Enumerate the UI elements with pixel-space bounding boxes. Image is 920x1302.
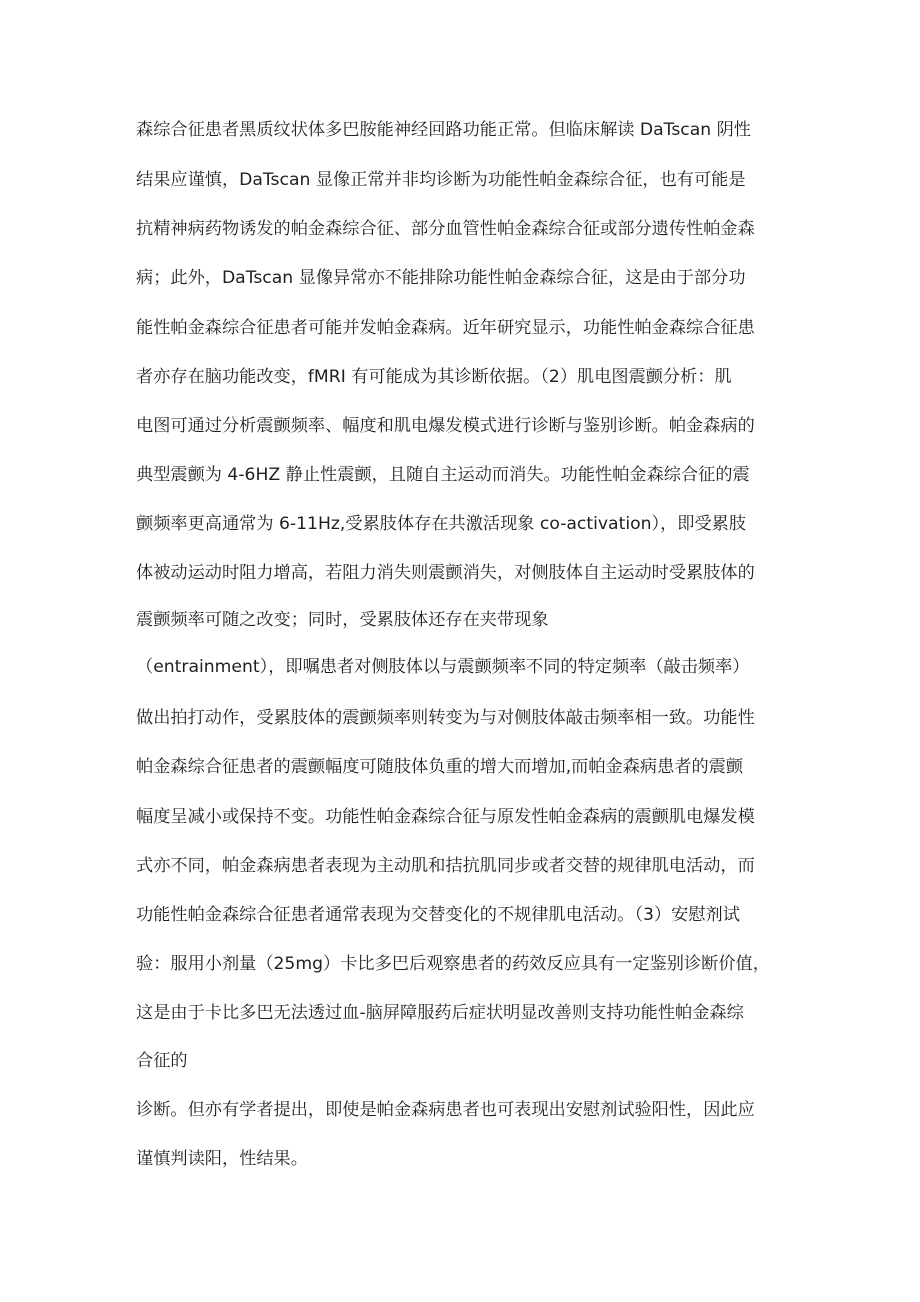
text-line: 帕金森综合征患者的震颤幅度可随肢体负重的增大而增加,而帕金森病患者的震颤: [136, 757, 744, 777]
text-line: 典型震颤为 4-6HZ 静止性震颤，且随自主运动而消失。功能性帕金森综合征的震: [136, 465, 750, 485]
text-line: 诊断。但亦有学者提出，即使是帕金森病患者也可表现出安慰剂试验阳性，因此应: [136, 1100, 755, 1120]
text-line: 验：服用小剂量（25mg）卡比多巴后观察患者的药效反应具有一定鉴别诊断价值，: [136, 954, 770, 974]
text-line: 病；此外，DaTscan 显像异常亦不能排除功能性帕金森综合征，这是由于部分功: [136, 268, 746, 288]
text-line: 者亦存在脑功能改变，fMRI 有可能成为其诊断依据。（2）肌电图震颤分析：肌: [136, 367, 732, 387]
text-line: （entrainment），即嘱患者对侧肢体以与震颤频率不同的特定频率（敲击频率）: [136, 657, 750, 677]
text-line: 震颤频率可随之改变；同时，受累肢体还存在夹带现象: [136, 610, 549, 630]
text-line: 幅度呈减小或保持不变。功能性帕金森综合征与原发性帕金森病的震颤肌电爆发模: [136, 807, 755, 827]
text-line: 抗精神病药物诱发的帕金森综合征、部分血管性帕金森综合征或部分遗传性帕金森: [136, 219, 755, 239]
text-line: 合征的: [136, 1051, 188, 1071]
text-line: 能性帕金森综合征患者可能并发帕金森病。近年研究显示，功能性帕金森综合征患: [136, 318, 755, 338]
text-line: 做出拍打动作，受累肢体的震颤频率则转变为与对侧肢体敲击频率相一致。功能性: [136, 708, 755, 728]
text-line: 体被动运动时阻力增高，若阻力消失则震颤消失，对侧肢体自主运动时受累肢体的: [136, 563, 755, 583]
text-line: 结果应谨慎，DaTscan 显像正常并非均诊断为功能性帕金森综合征，也有可能是: [136, 170, 746, 190]
text-line: 式亦不同，帕金森病患者表现为主动肌和拮抗肌同步或者交替的规律肌电活动，而: [136, 856, 755, 876]
text-line: 谨慎判读阳，性结果。: [136, 1149, 308, 1169]
text-line: 功能性帕金森综合征患者通常表现为交替变化的不规律肌电活动。（3）安慰剂试: [136, 905, 740, 925]
text-line: 电图可通过分析震颤频率、幅度和肌电爆发模式进行诊断与鉴别诊断。帕金森病的: [136, 416, 755, 436]
text-line: 这是由于卡比多巴无法透过血-脑屏障服药后症状明显改善则支持功能性帕金森综: [136, 1003, 744, 1023]
text-line: 颤频率更高通常为 6-11Hz,受累肢体存在共激活现象 co-activation），即受累肢: [136, 514, 747, 534]
text-line: 森综合征患者黑质纹状体多巴胺能神经回路功能正常。但临床解读 DaTscan 阴性: [136, 120, 751, 140]
